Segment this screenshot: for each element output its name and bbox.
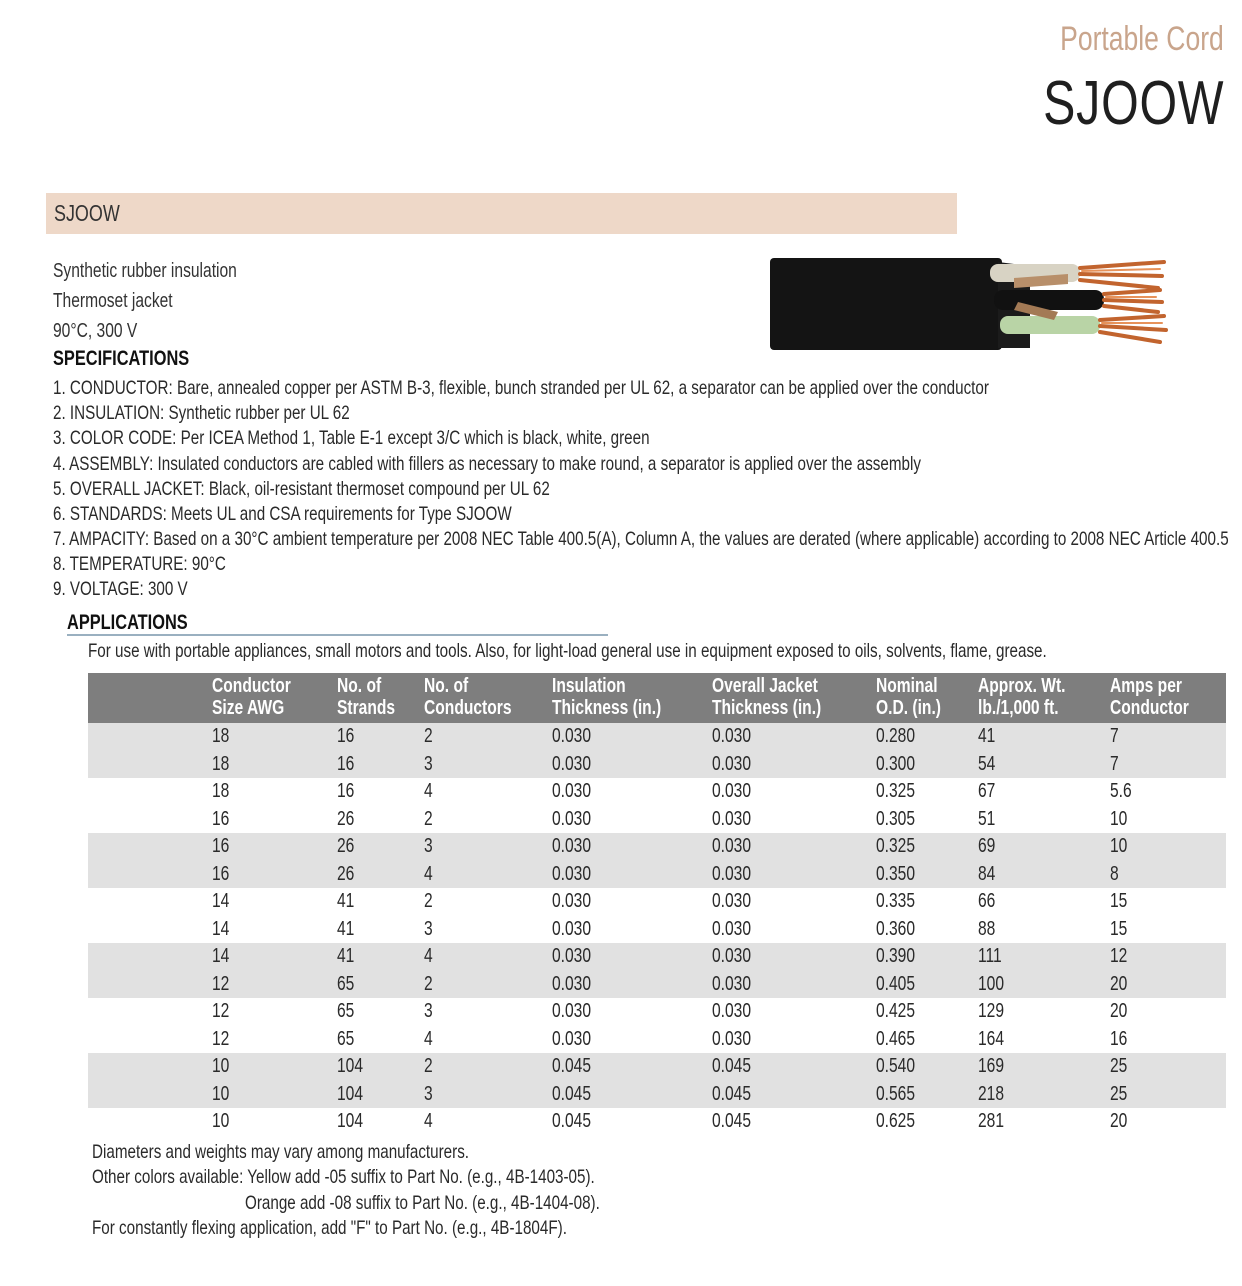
header-conductors xyxy=(424,675,512,719)
cell-nominal-od: 0.305 xyxy=(876,807,916,830)
cell-jacket-thickness: 0.045 xyxy=(712,1110,752,1132)
spec-item-voltage: 9. VOLTAGE: 300 V xyxy=(53,578,188,600)
cell-amps-per-conductor: 12 xyxy=(1110,945,1128,967)
header-strands-line: No. of xyxy=(337,675,382,697)
cell-conductor-size: 12 xyxy=(212,1000,230,1022)
cell-insulation-thickness: 0.030 xyxy=(552,835,592,857)
cell-conductors: 4 xyxy=(424,862,433,885)
cell-strands: 65 xyxy=(337,1027,355,1050)
cell-conductor-size: 18 xyxy=(212,725,230,747)
cell-insulation-thickness: 0.030 xyxy=(552,972,592,995)
cell-strands: 26 xyxy=(337,835,355,857)
cell-conductors: 4 xyxy=(424,1027,433,1050)
table-row xyxy=(88,1026,1226,1054)
cell-strands: 16 xyxy=(337,725,355,747)
cell-insulation-thickness: 0.030 xyxy=(552,917,592,940)
cell-amps-per-conductor: 7 xyxy=(1110,752,1119,775)
spec-item-overall-jacket: 5. OVERALL JACKET: Black, oil-resistant thermoset compound per UL 62 xyxy=(53,478,550,500)
cell-conductors: 2 xyxy=(424,1055,433,1077)
cell-insulation-thickness: 0.045 xyxy=(552,1110,592,1132)
cell-jacket-thickness: 0.030 xyxy=(712,945,752,967)
header-jacket-thickness xyxy=(712,675,821,719)
cell-strands: 41 xyxy=(337,890,355,912)
cell-strands: 104 xyxy=(337,1082,364,1105)
cell-insulation-thickness: 0.030 xyxy=(552,725,592,747)
intro-jacket: Thermoset jacket xyxy=(53,290,173,312)
cell-jacket-thickness: 0.030 xyxy=(712,780,752,802)
cell-conductor-size: 14 xyxy=(212,890,230,912)
cell-conductor-size: 18 xyxy=(212,752,230,775)
cell-conductors: 4 xyxy=(424,945,433,967)
cell-amps-per-conductor: 10 xyxy=(1110,807,1128,830)
header-insulation-thickness-line: Insulation xyxy=(552,675,626,697)
cell-conductor-size: 14 xyxy=(212,917,230,940)
cell-amps-per-conductor: 8 xyxy=(1110,862,1119,885)
cell-strands: 16 xyxy=(337,752,355,775)
cell-amps-per-conductor: 5.6 xyxy=(1110,780,1132,802)
note-flexing: For constantly flexing application, add "F" to Part No. (e.g., 4B-1804F). xyxy=(92,1217,567,1239)
specifications-heading: SPECIFICATIONS xyxy=(53,347,190,370)
note-yellow-option: Other colors available: Yellow add -05 suffix to Part No. (e.g., 4B-1403-05). xyxy=(92,1166,595,1188)
spec-item-assembly: 4. ASSEMBLY: Insulated conductors are cabled with fillers as necessary to make round, a separator is applied over the assembly xyxy=(53,453,921,475)
header-jacket-thickness-line: Thickness (in.) xyxy=(712,697,822,719)
cell-strands: 16 xyxy=(337,780,355,802)
note-orange-option: Orange add -08 suffix to Part No. (e.g., 4B-1404-08). xyxy=(245,1192,600,1214)
cell-conductor-size: 10 xyxy=(212,1110,230,1132)
cell-conductors: 3 xyxy=(424,835,433,857)
header-strands xyxy=(337,675,395,719)
category-title: Portable Cord xyxy=(1060,20,1224,58)
specifications-table xyxy=(88,673,1226,1136)
cell-approx-weight: 100 xyxy=(978,972,1005,995)
cell-insulation-thickness: 0.030 xyxy=(552,890,592,912)
cell-nominal-od: 0.425 xyxy=(876,1000,916,1022)
header-approx-weight-line: Approx. Wt. xyxy=(978,675,1066,697)
cell-conductors: 4 xyxy=(424,1110,433,1132)
cell-nominal-od: 0.540 xyxy=(876,1055,916,1077)
header-jacket-thickness-line: Overall Jacket xyxy=(712,675,818,697)
table-row xyxy=(88,943,1226,971)
cell-insulation-thickness: 0.030 xyxy=(552,945,592,967)
cell-nominal-od: 0.325 xyxy=(876,835,916,857)
cell-nominal-od: 0.565 xyxy=(876,1082,916,1105)
cell-nominal-od: 0.325 xyxy=(876,780,916,802)
spec-item-ampacity: 7. AMPACITY: Based on a 30°C ambient temperature per 2008 NEC Table 400.5(A), Column A, the values are derated (where applicable) according to 2008 NEC Article 400.5 xyxy=(53,528,1229,550)
cell-conductors: 4 xyxy=(424,780,433,802)
cell-conductor-size: 10 xyxy=(212,1055,230,1077)
cell-conductor-size: 14 xyxy=(212,945,230,967)
cell-amps-per-conductor: 15 xyxy=(1110,890,1128,912)
header-amps-per-conductor-line: Conductor xyxy=(1110,697,1189,719)
cell-amps-per-conductor: 25 xyxy=(1110,1055,1128,1077)
cell-approx-weight: 88 xyxy=(978,917,996,940)
cell-amps-per-conductor: 15 xyxy=(1110,917,1128,940)
cell-insulation-thickness: 0.030 xyxy=(552,752,592,775)
cell-approx-weight: 164 xyxy=(978,1027,1005,1050)
cell-approx-weight: 281 xyxy=(978,1110,1005,1132)
cell-jacket-thickness: 0.030 xyxy=(712,752,752,775)
header-nominal-od-line: O.D. (in.) xyxy=(876,697,941,719)
header-insulation-thickness xyxy=(552,675,661,719)
cell-jacket-thickness: 0.030 xyxy=(712,835,752,857)
cell-conductors: 2 xyxy=(424,725,433,747)
cell-amps-per-conductor: 20 xyxy=(1110,1110,1128,1132)
cell-approx-weight: 129 xyxy=(978,1000,1005,1022)
cell-conductor-size: 16 xyxy=(212,807,230,830)
cell-jacket-thickness: 0.030 xyxy=(712,725,752,747)
cell-amps-per-conductor: 7 xyxy=(1110,725,1119,747)
cell-conductor-size: 18 xyxy=(212,780,230,802)
cell-nominal-od: 0.335 xyxy=(876,890,916,912)
cell-strands: 41 xyxy=(337,945,355,967)
cell-jacket-thickness: 0.030 xyxy=(712,917,752,940)
cell-approx-weight: 67 xyxy=(978,780,996,802)
spec-item-color-code: 3. COLOR CODE: Per ICEA Method 1, Table E-1 except 3/C which is black, white, green xyxy=(53,427,650,449)
cell-approx-weight: 66 xyxy=(978,890,996,912)
cell-conductors: 2 xyxy=(424,890,433,912)
header-nominal-od xyxy=(876,675,941,719)
cell-insulation-thickness: 0.030 xyxy=(552,807,592,830)
cell-approx-weight: 54 xyxy=(978,752,996,775)
cell-conductor-size: 12 xyxy=(212,1027,230,1050)
product-title: SJOOW xyxy=(1042,69,1224,138)
intro-insulation: Synthetic rubber insulation xyxy=(53,260,237,282)
cell-strands: 104 xyxy=(337,1055,364,1077)
cell-strands: 65 xyxy=(337,1000,355,1022)
cell-insulation-thickness: 0.030 xyxy=(552,1000,592,1022)
section-bar xyxy=(46,193,957,234)
cell-strands: 41 xyxy=(337,917,355,940)
cell-strands: 104 xyxy=(337,1110,364,1132)
table-row xyxy=(88,723,1226,751)
table-row xyxy=(88,971,1226,999)
cell-conductor-size: 12 xyxy=(212,972,230,995)
applications-divider xyxy=(67,634,608,636)
cell-approx-weight: 111 xyxy=(978,945,1002,967)
cell-approx-weight: 69 xyxy=(978,835,996,857)
header-approx-weight xyxy=(978,675,1066,719)
header-conductor-size xyxy=(212,675,291,719)
cell-insulation-thickness: 0.030 xyxy=(552,862,592,885)
table-row xyxy=(88,861,1226,889)
cell-jacket-thickness: 0.030 xyxy=(712,807,752,830)
cell-conductors: 3 xyxy=(424,917,433,940)
applications-text: For use with portable appliances, small motors and tools. Also, for light-load general use in equipment exposed to oils, solvents, flame, grease. xyxy=(88,640,1047,662)
cell-jacket-thickness: 0.030 xyxy=(712,972,752,995)
cell-conductor-size: 10 xyxy=(212,1082,230,1105)
cell-nominal-od: 0.300 xyxy=(876,752,916,775)
spec-item-standards: 6. STANDARDS: Meets UL and CSA requirements for Type SJOOW xyxy=(53,503,512,525)
spec-item-insulation: 2. INSULATION: Synthetic rubber per UL 62 xyxy=(53,402,350,424)
table-row xyxy=(88,1053,1226,1081)
header-amps-per-conductor-line: Amps per xyxy=(1110,675,1182,697)
table-row xyxy=(88,916,1226,944)
header-nominal-od-line: Nominal xyxy=(876,675,938,697)
cell-approx-weight: 84 xyxy=(978,862,996,885)
cell-insulation-thickness: 0.030 xyxy=(552,1027,592,1050)
cell-approx-weight: 169 xyxy=(978,1055,1005,1077)
cell-conductors: 3 xyxy=(424,752,433,775)
cell-conductors: 2 xyxy=(424,807,433,830)
header-amps-per-conductor xyxy=(1110,675,1189,719)
section-bar-label: SJOOW xyxy=(54,200,120,226)
cell-nominal-od: 0.625 xyxy=(876,1110,916,1132)
cell-insulation-thickness: 0.030 xyxy=(552,780,592,802)
table-row xyxy=(88,1081,1226,1109)
cell-jacket-thickness: 0.030 xyxy=(712,862,752,885)
cell-jacket-thickness: 0.030 xyxy=(712,1027,752,1050)
cell-nominal-od: 0.465 xyxy=(876,1027,916,1050)
cell-strands: 26 xyxy=(337,862,355,885)
header-conductors-line: No. of xyxy=(424,675,469,697)
cell-conductors: 3 xyxy=(424,1082,433,1105)
table-row xyxy=(88,833,1226,861)
table-row xyxy=(88,888,1226,916)
header-strands-line: Strands xyxy=(337,697,396,719)
cell-approx-weight: 41 xyxy=(978,725,996,747)
header-insulation-thickness-line: Thickness (in.) xyxy=(552,697,662,719)
cell-conductor-size: 16 xyxy=(212,862,230,885)
table-row xyxy=(88,1108,1226,1136)
cell-strands: 26 xyxy=(337,807,355,830)
header-conductor-size-line: Conductor xyxy=(212,675,291,697)
header-conductor-size-line: Size AWG xyxy=(212,697,285,719)
applications-heading: APPLICATIONS xyxy=(67,611,188,634)
note-variation: Diameters and weights may vary among manufacturers. xyxy=(92,1141,470,1163)
spec-item-conductor: 1. CONDUCTOR: Bare, annealed copper per ASTM B-3, flexible, bunch stranded per UL 62, a separator can be applied over the conductor xyxy=(53,377,989,399)
cell-approx-weight: 218 xyxy=(978,1082,1005,1105)
cell-approx-weight: 51 xyxy=(978,807,996,830)
cell-amps-per-conductor: 20 xyxy=(1110,1000,1128,1022)
cell-amps-per-conductor: 20 xyxy=(1110,972,1128,995)
cell-insulation-thickness: 0.045 xyxy=(552,1055,592,1077)
cell-insulation-thickness: 0.045 xyxy=(552,1082,592,1105)
cell-conductors: 2 xyxy=(424,972,433,995)
table-row xyxy=(88,778,1226,806)
cell-amps-per-conductor: 10 xyxy=(1110,835,1128,857)
cell-jacket-thickness: 0.030 xyxy=(712,890,752,912)
intro-rating: 90°C, 300 V xyxy=(53,320,138,342)
cell-nominal-od: 0.405 xyxy=(876,972,916,995)
cell-nominal-od: 0.390 xyxy=(876,945,916,967)
cable-photo xyxy=(768,250,1178,355)
cell-jacket-thickness: 0.045 xyxy=(712,1055,752,1077)
cell-conductors: 3 xyxy=(424,1000,433,1022)
table-row xyxy=(88,806,1226,834)
cell-amps-per-conductor: 16 xyxy=(1110,1027,1128,1050)
cell-amps-per-conductor: 25 xyxy=(1110,1082,1128,1105)
cell-nominal-od: 0.280 xyxy=(876,725,916,747)
cell-jacket-thickness: 0.045 xyxy=(712,1082,752,1105)
spec-item-temperature: 8. TEMPERATURE: 90°C xyxy=(53,553,226,575)
table-row xyxy=(88,998,1226,1026)
cell-strands: 65 xyxy=(337,972,355,995)
cell-nominal-od: 0.360 xyxy=(876,917,916,940)
cell-jacket-thickness: 0.030 xyxy=(712,1000,752,1022)
cell-conductor-size: 16 xyxy=(212,835,230,857)
table-row xyxy=(88,751,1226,779)
table-body xyxy=(88,723,1226,1136)
header-conductors-line: Conductors xyxy=(424,697,512,719)
cell-nominal-od: 0.350 xyxy=(876,862,916,885)
header-approx-weight-line: lb./1,000 ft. xyxy=(978,697,1059,719)
table-header xyxy=(88,673,1226,723)
